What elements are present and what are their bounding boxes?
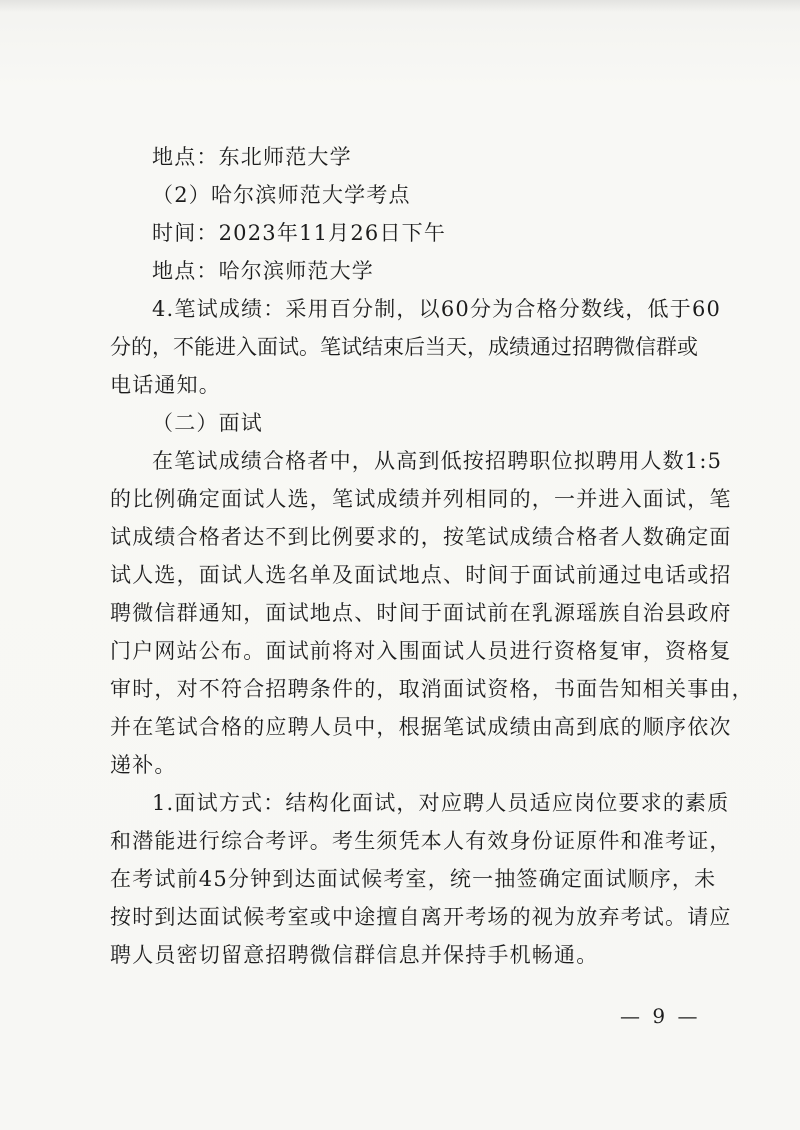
interview-paragraph-line9: 递补。 <box>110 753 177 777</box>
time-harbin: 时间：2023年11月26日下午 <box>152 221 447 245</box>
interview-heading: （二）面试 <box>152 411 263 435</box>
interview-paragraph-line3: 试成绩合格者达不到比例要求的，按笔试成绩合格者人数确定面 <box>110 525 732 549</box>
interview-paragraph-line6: 门户网站公布。面试前将对入围面试人员进行资格复审，资格复 <box>110 639 732 663</box>
interview-method-line3: 在考试前45分钟到达面试候考室，统一抽签确定面试顺序，未 <box>110 867 717 891</box>
page-number: — 9 — <box>620 1004 701 1028</box>
interview-paragraph-line1: 在笔试成绩合格者中，从高到低按招聘职位拟聘用人数1:5 <box>152 449 723 473</box>
interview-method-line4: 按时到达面试候考室或中途擅自离开考场的视为放弃考试。请应 <box>110 905 732 929</box>
interview-paragraph-line7: 审时，对不符合招聘条件的，取消面试资格，书面告知相关事由， <box>110 677 754 701</box>
interview-paragraph-line8: 并在笔试合格的应聘人员中，根据笔试成绩由高到底的顺序依次 <box>110 715 732 739</box>
interview-paragraph-line4: 试人选，面试人选名单及面试地点、时间于面试前通过电话或招 <box>110 563 732 587</box>
written-score-paragraph-line2 <box>110 332 710 362</box>
written-score-paragraph-line1: 4.笔试成绩：采用百分制，以60分为合格分数线，低于60 <box>152 297 722 321</box>
interview-method-line5: 聘人员密切留意招聘微信群信息并保持手机畅通。 <box>110 943 599 967</box>
interview-method-line1: 1.面试方式：结构化面试，对应聘人员适应岗位要求的素质 <box>152 791 730 815</box>
location-harbin: 地点：哈尔滨师范大学 <box>152 259 374 283</box>
interview-paragraph-line2: 的比例确定面试人选，笔试成绩并列相同的，一并进入面试，笔 <box>110 487 732 511</box>
exam-site-harbin: （2）哈尔滨师范大学考点 <box>152 183 411 207</box>
location-dongbei: 地点：东北师范大学 <box>152 145 352 169</box>
written-score-paragraph-line3: 电话通知。 <box>110 373 221 397</box>
written-score-paragraph-text: 分的，不能进入面试。笔试结束后当天，成绩通过招聘微信群或 <box>110 335 698 359</box>
interview-paragraph-line5: 聘微信群通知，面试地点、时间于面试前在乳源瑶族自治县政府 <box>110 601 732 625</box>
interview-method-line2: 和潜能进行综合考评。考生须凭本人有效身份证原件和准考证， <box>110 829 732 853</box>
scan-shadow <box>0 0 800 12</box>
